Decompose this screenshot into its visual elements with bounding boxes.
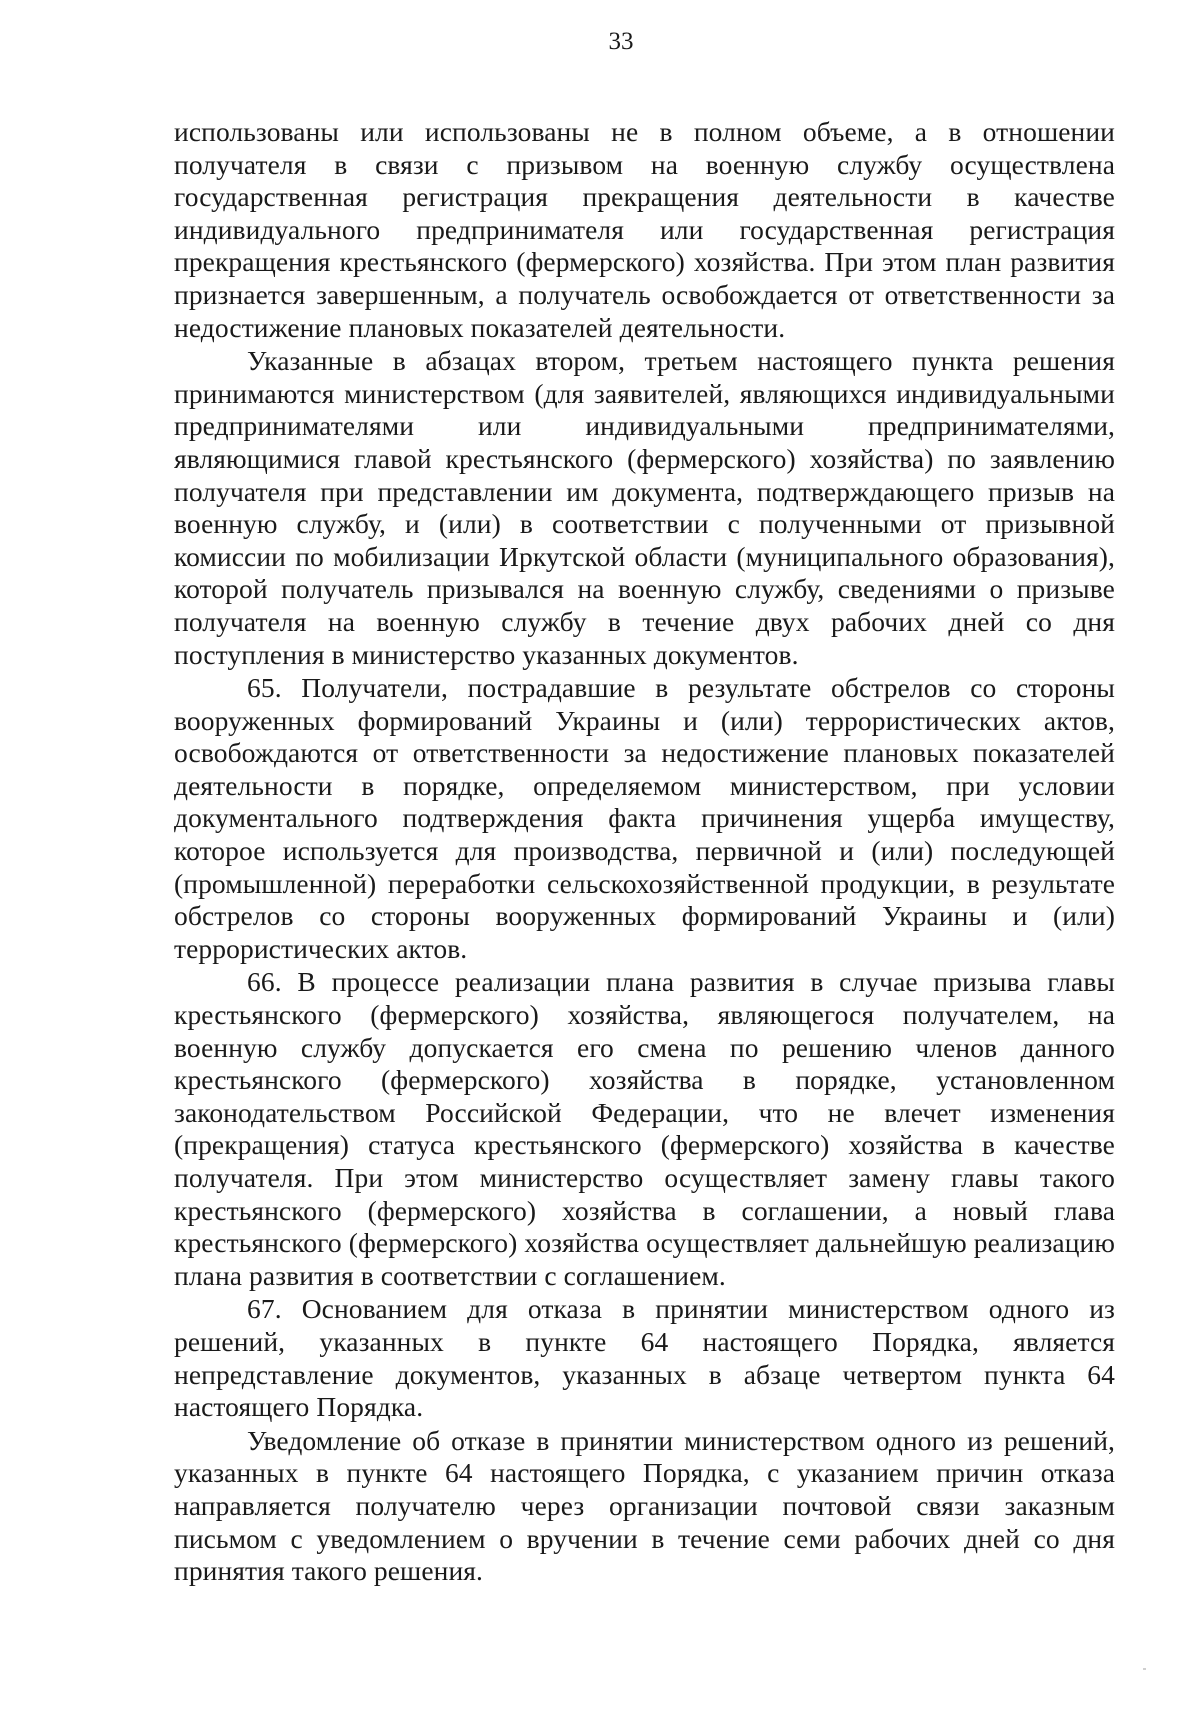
- paragraph-item-66: 66. В процессе реализации плана развития в случае призыва главы крестьянского (фермерского) хозяйства, являющегося получателем, на военную службу допускается его смена по решению членов данного крестьянского (фермерского) хозяйства в порядке, установленном законодательством Российской Федерации, что не влечет изменения (прекращения) статуса крестьянского (фермерского) хозяйства в качестве получателя. При этом министерство осуществляет замену главы такого крестьянского (фермерского) хозяйства в соглашении, а новый глава крестьянского (фермерского) хозяйства осуществляет дальнейшую реализацию плана развития в соответствии с соглашением.: [174, 966, 1115, 1291]
- paragraph-continuation: использованы или использованы не в полном объеме, а в отношении получателя в связи с призывом на военную службу осуществлена государственная регистрация прекращения деятельности в качестве индивидуального предпринимателя или государственная регистрация прекращения крестьянского (фермерского) хозяйства. При этом план развития признается завершенным, а получатель освобождается от ответственности за недостижение плановых показателей деятельности.: [174, 116, 1115, 343]
- paragraph-decisions-note: Указанные в абзацах втором, третьем настоящего пункта решения принимаются министерством (для заявителей, являющихся индивидуальными предпринимателями или индивидуальными предпринимателями, являющимися главой крестьянского (фермерского) хозяйства) по заявлению получателя при представлении им документа, подтверждающего призыв на военную службу, и (или) в соответствии с полученными от призывной комиссии по мобилизации Иркутской области (муниципального образования), которой получатель призывался на военную службу, сведениями о призыве получателя на военную службу в течение двух рабочих дней со дня поступления в министерство указанных документов.: [174, 345, 1115, 670]
- scan-speck: [1143, 1668, 1146, 1670]
- paragraph-refusal-notice: Уведомление об отказе в принятии министерством одного из решений, указанных в пункте 64 настоящего Порядка, с указанием причин отказа направляется получателю через организации почтовой связи заказным письмом с уведомлением о вручении в течение семи рабочих дней со дня принятия такого решения.: [174, 1424, 1115, 1587]
- page-number: 33: [608, 28, 634, 55]
- document-body: [174, 116, 1115, 1588]
- paragraph-item-65: 65. Получатели, пострадавшие в результате обстрелов со стороны вооруженных формирований Украины и (или) террористических актов, освобождаются от ответственности за недостижение плановых показателей деятельности в порядке, определяемом министерством, при условии документального подтверждения факта причинения ущерба имуществу, которое используется для производства, первичной и (или) последующей (промышленной) переработки сельскохозяйственной продукции, в результате обстрелов со стороны вооруженных формирований Украины и (или) террористических актов.: [174, 672, 1115, 964]
- paragraph-item-67: 67. Основанием для отказа в принятии министерством одного из решений, указанных в пункте 64 настоящего Порядка, является непредставление документов, указанных в абзаце четвертом пункта 64 настоящего Порядка.: [174, 1293, 1115, 1423]
